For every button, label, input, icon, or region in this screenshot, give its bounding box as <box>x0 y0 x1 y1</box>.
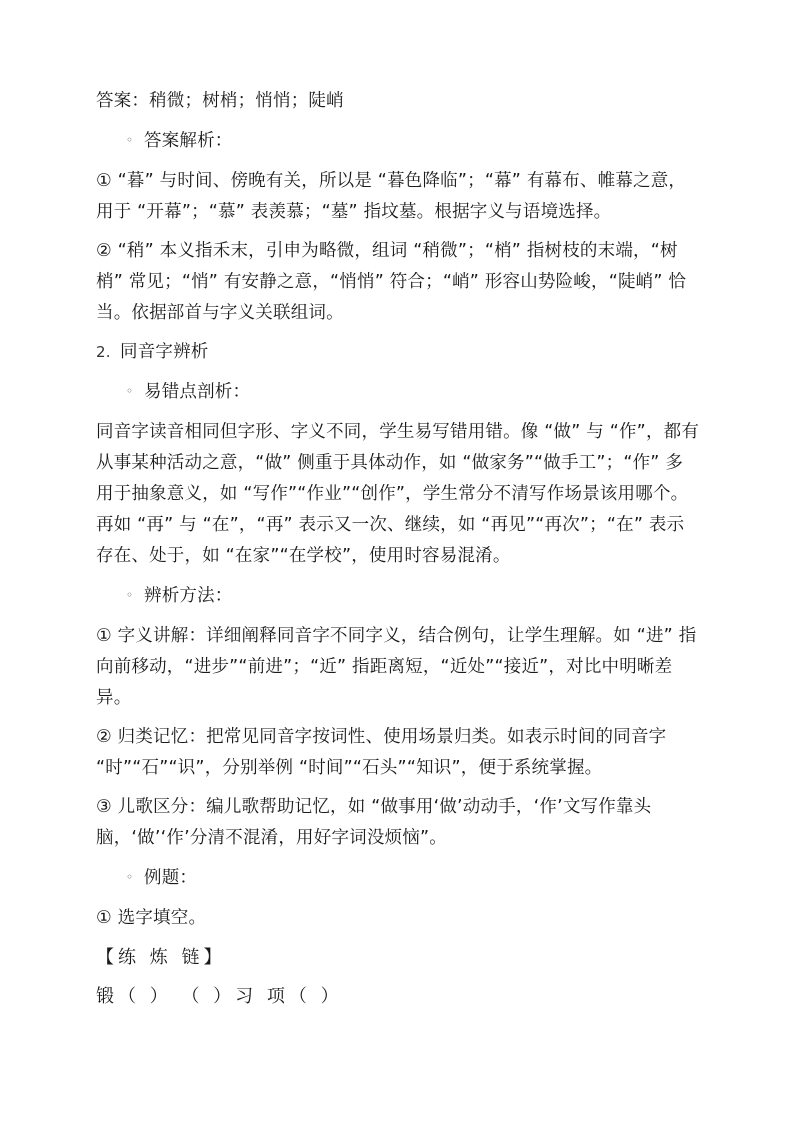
example-label: 例题： <box>144 868 198 888</box>
example-heading <box>96 862 700 894</box>
bullet-dot-icon: ◦ <box>126 870 134 884</box>
choice-characters: 【练 炼 链】 <box>96 947 226 968</box>
fill-blanks: 锻（ ） （ ）习 项（ ） <box>96 986 343 1007</box>
analysis-heading <box>96 125 700 157</box>
bullet-dot-icon: ◦ <box>126 133 134 147</box>
analysis-paragraph-1: ① “暮” 与时间、傍晚有关，所以是 “暮色降临”；“幕” 有幕布、帷幕之意，用于 “开幕”；“慕” 表羡慕；“墓” 指坟墓。根据字义与语境选择。 <box>96 171 687 222</box>
bullet-dot-icon: ◦ <box>126 384 134 398</box>
document-page <box>96 86 700 1020</box>
example-item-1: ① 选字填空。 <box>96 908 207 928</box>
answer-line: 答案：稍微；树梢；悄悄；陡峭 <box>96 91 344 111</box>
section-title: 同音字辨析 <box>120 342 209 362</box>
method-paragraph-2: ② 归类记忆：把常见同音字按词性、使用场景归类。如表示时间的同音字 “时”“石”“识”，分别举例 “时间”“石头”“知识”，便于系统掌握。 <box>96 727 667 778</box>
analysis-paragraph-2: ② “稍” 本义指禾末，引申为略微，组词 “稍微”；“梢” 指树枝的末端，“树梢” 常见；“悄” 有安静之意，“悄悄” 符合；“峭” 形容山势险峻，“陡峭” 恰当。依据部首与字义关联组词。 <box>96 241 687 323</box>
bullet-dot-icon: ◦ <box>126 588 134 602</box>
error-label: 易错点剖析： <box>144 382 251 402</box>
method-heading <box>96 580 700 612</box>
method-label: 辨析方法： <box>144 586 233 606</box>
error-paragraph: 同音字读音相同但字形、字义不同，学生易写错用错。像 “做” 与 “作”，都有从事某种活动之意，“做” 侧重于具体动作，如 “做家务”“做手工”；“作” 多用于抽象意义，如 “写作”“作业”“创作”，学生常分不清写作场景该用哪个。再如 “再” 与 “在”，“再” 表示又一次、继续，如 “再见”“再次”；“在” 表示存在、处于，如 “在家”“在学校”，使用时容易混淆。 <box>96 422 700 566</box>
method-paragraph-1: ① 字义讲解：详细阐释同音字不同字义，结合例句，让学生理解。如 “进” 指向前移动，“进步”“前进”；“近” 指距离短，“近处”“接近”，对比中明晰差异。 <box>96 626 697 708</box>
section-number: 2. <box>96 343 111 361</box>
section-heading-homophones <box>96 337 700 368</box>
analysis-label: 答案解析： <box>144 131 233 151</box>
method-paragraph-3: ③ 儿歌区分：编儿歌帮助记忆，如 “做事用‘做’动动手，‘作’文写作靠头脑，‘做’‘作’分清不混淆，用好字词没烦恼”。 <box>96 797 652 848</box>
error-heading <box>96 376 700 408</box>
